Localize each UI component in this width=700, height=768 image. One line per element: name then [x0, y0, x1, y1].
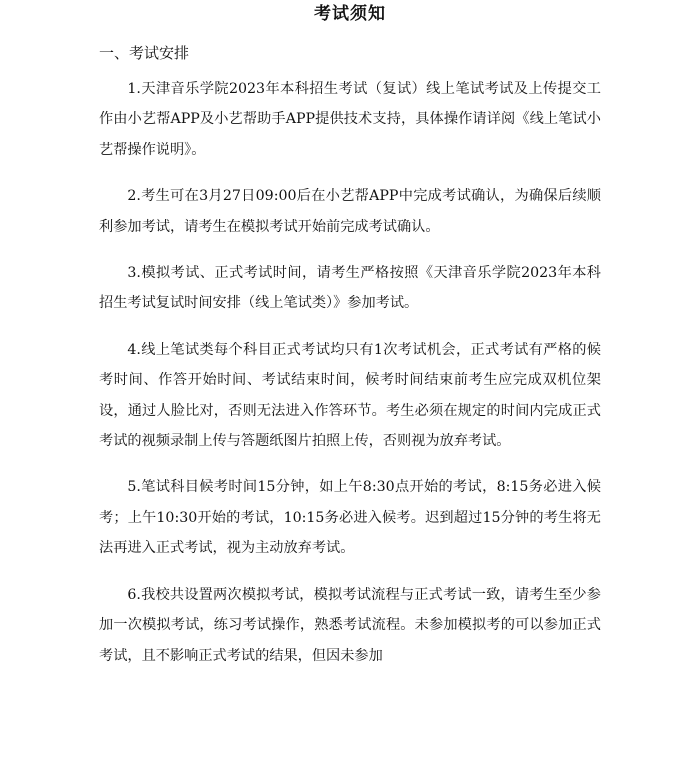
paragraph-1: 1.天津音乐学院2023年本科招生考试（复试）线上笔试考试及上传提交工作由小艺帮APP及小艺帮助手APP提供技术支持，具体操作请详阅《线上笔试小艺帮操作说明》。 [99, 81, 601, 158]
paragraph-2: 2.考生可在3月27日09:00后在小艺帮APP中完成考试确认，为确保后续顺利参加考试，请考生在模拟考试开始前完成考试确认。 [99, 188, 601, 235]
paragraph-4: 4.线上笔试类每个科目正式考试均只有1次考试机会，正式考试有严格的候考时间、作答开始时间、考试结束时间，候考时间结束前考生应完成双机位架设，通过人脸比对，否则无法进入作答环节。考生必须在规定的时间内完成正式考试的视频录制上传与答题纸图片拍照上传，否则视为放弃考试。 [99, 341, 601, 450]
paragraph-5: 5.笔试科目候考时间15分钟，如上午8:30点开始的考试，8:15务必进入候考；上午10:30开始的考试，10:15务必进入候考。迟到超过15分钟的考生将无法再进入正式考试，视为主动放弃考试。 [99, 479, 601, 557]
paragraph-3: 3.模拟考试、正式考试时间，请考生严格按照《天津音乐学院2023年本科招生考试复试时间安排（线上笔试类）》参加考试。 [99, 265, 601, 312]
paragraph-6: 6.我校共设置两次模拟考试，模拟考试流程与正式考试一致，请考生至少参加一次模拟考试，练习考试操作，熟悉考试流程。未参加模拟考的可以参加正式考试，且不影响正式考试的结果，但因未参加 [99, 586, 601, 664]
document-body [99, 74, 601, 687]
section-heading: 一、考试安排 [99, 44, 190, 62]
page-title: 考试须知 [314, 4, 386, 24]
